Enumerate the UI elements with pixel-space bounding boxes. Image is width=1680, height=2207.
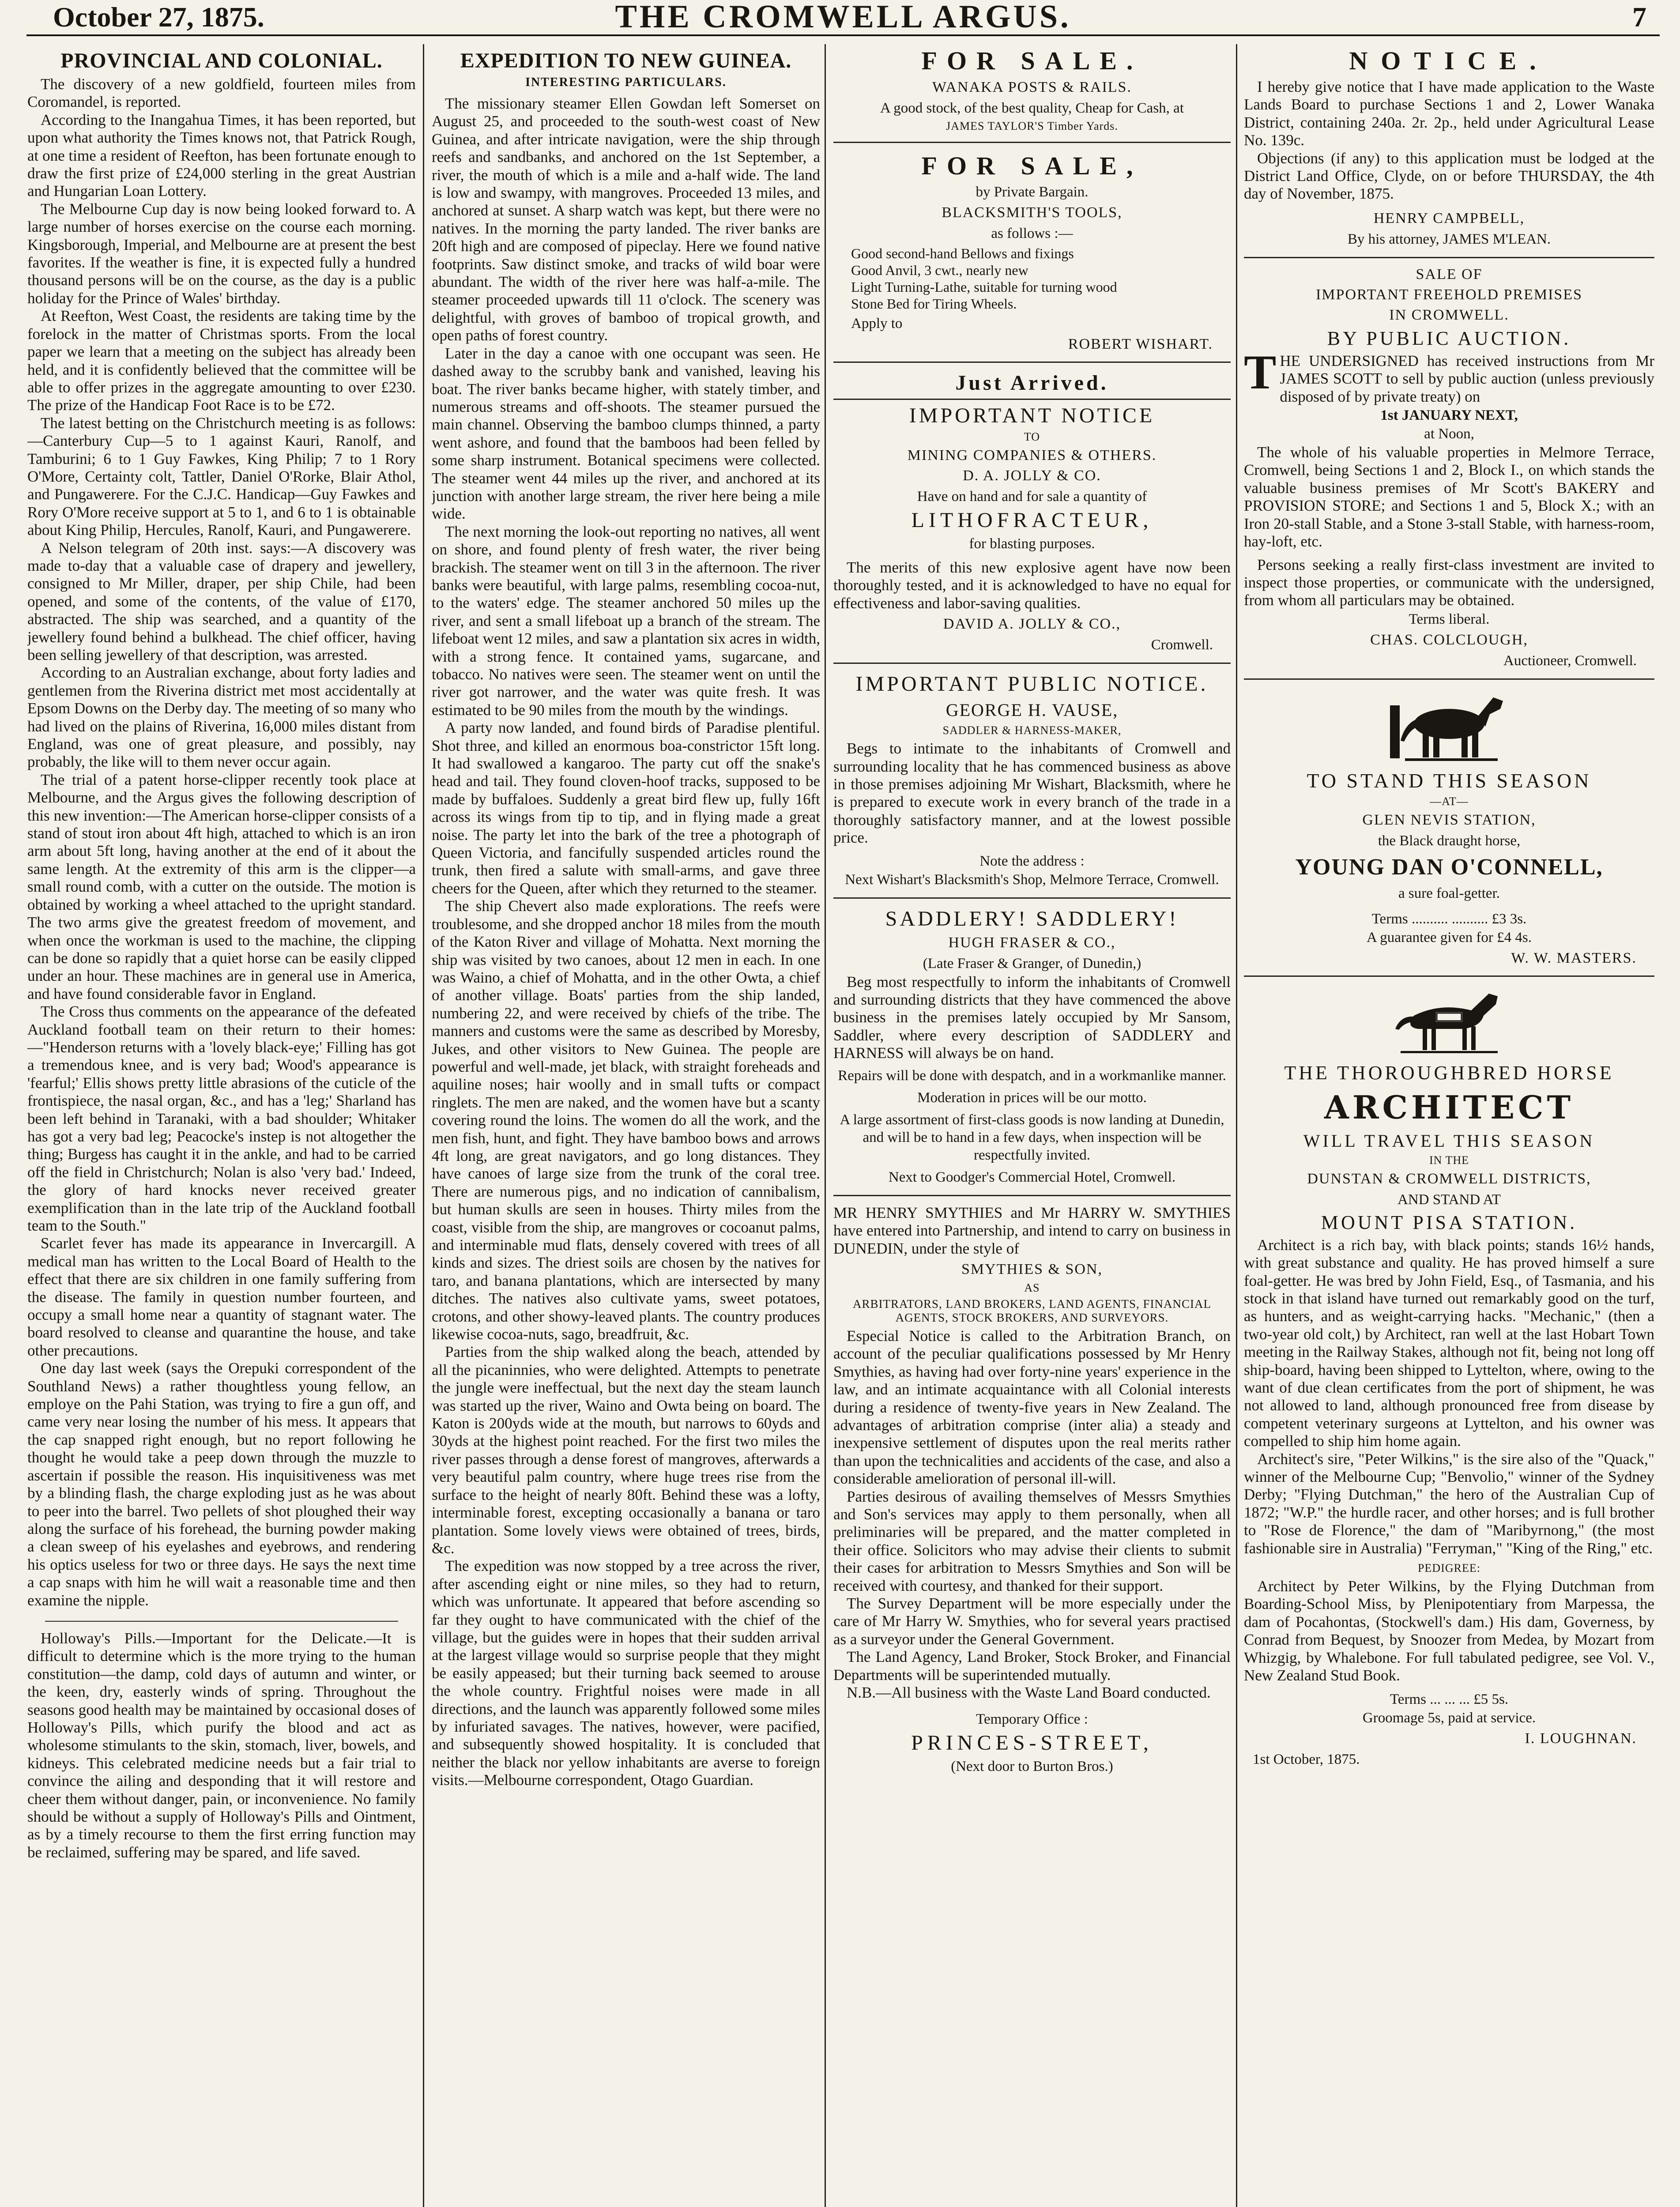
auction-time: at Noon, — [1424, 426, 1474, 442]
advert-line: Moderation in prices will be our motto. — [917, 1089, 1147, 1106]
advert-line: Have on hand and for sale a quantity of — [917, 489, 1147, 505]
article-paragraph: The expedition was now stopped by a tree across the river, after ascending eight or nine miles, so they had to return, which was unfortunate. It appeared that before ascending so far they ought to have communicated with the chief of the village, but the guides were in hopes that their sudden arrival at the largest village would so surprise people that they might be easily appeased; but their turning back seemed to arouse the whole country. Frightful noises were made in all directions, and the launch was apparently followed some miles by infuriated savages. The natives, however, were pacified, and subsequently showed hospitality. It is concluded that neither the black nor yellow inhabitants are averse to foreign visits.—Melbourne correspondent, Otago Guardian. — [432, 1557, 820, 1789]
section-heading: PROVINCIAL AND COLONIAL. — [60, 49, 383, 72]
advert-lithofracteur — [833, 371, 1231, 654]
advert-date: 1st October, 1875. — [1253, 1751, 1360, 1768]
advert-address: Next to Goodger's Commercial Hotel, Cromwell. — [888, 1169, 1176, 1185]
advert-title: TO STAND THIS SEASON — [1307, 769, 1592, 792]
advert-title: IMPORTANT PUBLIC NOTICE. — [855, 672, 1209, 696]
advertiser-name: GEORGE H. VAUSE, — [945, 700, 1119, 720]
divider — [833, 897, 1231, 899]
advert-title: IN CROMWELL. — [1389, 306, 1509, 323]
article-paragraph: The Melbourne Cup day is now being looked forward to. A large number of horses exercise on the course each morning. Kingsborough, Imperial, and Melbourne are at present the best favorites. If the weather is fine, it is expected fully a hundred thousand persons will be on the course, as the day is a public holiday for the Prince of Wales' birthday. — [27, 200, 416, 307]
advert-body: THE UNDERSIGNED has received instructions from Mr JAMES SCOTT to sell by public auction (unless previously disposed of by private treaty) on — [1244, 345, 1654, 405]
tool-list — [833, 245, 1231, 312]
advertiser-name: I. LOUGHNAN. — [1525, 1730, 1637, 1747]
advert-land-notice — [1244, 46, 1654, 248]
advert-line: AND STAND AT — [1397, 1191, 1501, 1208]
advert-line: Auctioneer, Cromwell. — [1503, 652, 1637, 669]
advert-line: A large assortment of first-class goods is now landing at Dunedin, and will be to hand in a few days, when inspection will be respectfully invited. — [840, 1111, 1224, 1163]
advertiser-name: HENRY CAMPBELL, — [1373, 210, 1525, 226]
advert-line: Apply to — [851, 316, 903, 331]
advert-line: Terms liberal. — [1409, 611, 1490, 627]
advert-young-dan — [1244, 688, 1654, 967]
advertiser-name: SMYTHIES & SON, — [961, 1261, 1103, 1277]
article-paragraph: According to the Inangahua Times, it has been reported, but upon what authority the Times knows not, that Patrick Rough, at one time a resident of Reefton, has been fortunate enough to draw the first prize of £24,000 sterling in the great Austrian and Hungarian Loan Lottery. — [27, 111, 416, 200]
product-name: LITHOFRACTEUR, — [911, 508, 1153, 532]
advert-line: as follows :— — [991, 226, 1073, 241]
advert-title: FOR SALE. — [921, 46, 1143, 75]
advert-body: Beg most respectfully to inform the inhabitants of Cromwell and surrounding districts that they have commenced the above business in the premises lately occupied by Mr Sansom, Saddler, where every description of SADDLERY and HARNESS will always be on hand. — [833, 973, 1231, 1062]
auction-date: 1st JANUARY NEXT, — [1380, 407, 1518, 424]
advert-line: Repairs will be done with despatch, and in a workmanlike manner. — [838, 1067, 1226, 1084]
article-paragraph: The next morning the look-out reporting no natives, all went on shore, and found plenty of fresh water, the river being brackish. The steamer went on till 3 in the afternoon. The river banks were beautiful, with large palms, resembling cocoa-nut, to the waters' edge. The steamer anchored 50 miles up the river, and sent a small lifeboat up a branch of the stream. The lifeboat went 12 miles, and saw a plantation six acres in width, with a strong fence. It contained yams, sugarcane, and tobacco. No natives were seen. The steamer went on until the river got narrower, and the water was quite fresh. It was estimated to be 90 miles from the mouth by the windings. — [432, 523, 820, 719]
column-expedition — [432, 44, 820, 2207]
advert-line: by Private Bargain. — [976, 184, 1089, 200]
advert-line: —AT— — [1430, 795, 1469, 808]
advert-line: TO — [1024, 430, 1040, 443]
advert-line: SADDLER & HARNESS-MAKER, — [942, 724, 1122, 737]
advert-address: Next Wishart's Blacksmith's Shop, Melmore Terrace, Cromwell. — [845, 871, 1219, 888]
article-body — [27, 75, 416, 1609]
advert-title: SALE OF — [1416, 266, 1483, 282]
advert-line: (Late Fraser & Granger, of Dunedin,) — [923, 955, 1141, 972]
advert-line: By his attorney, JAMES M'LEAN. — [1347, 231, 1551, 247]
advert-intro: MR HENRY SMYTHIES and Mr HARRY W. SMYTHIES have entered into Partnership, and intend to carry on business in DUNEDIN, under the style of — [833, 1204, 1231, 1257]
advert-body: Architect is a rich bay, with black points; stands 16½ hands, with great substance and quality. He has proved himself a sure foal-getter. He was bred by John Field, Esq., of Tasmania, and his stock in that island have turned out remarkably good on the turf, as hunters, and as weight-carrying hacks. "Mechanic," (then a two-year old colt,) by Architect, ran well at the last Hobart Town meeting in the Railway Stakes, although not fit, being not long off ship-board, having been shipped to Lyttelton, where, owing to the want of due clean certificates from the port of shipment, he was not allowed to land, although pronounced free from disease by competent veterinary surgeons at Lyttelton, and his owner was compelled to ship him home again. — [1244, 1236, 1654, 1450]
advert-line: A good stock, of the best quality, Cheap for Cash, at — [880, 100, 1184, 116]
divider — [833, 1195, 1231, 1196]
advert-body: Begs to intimate to the inhabitants of Cromwell and surrounding locality that he has commenced business as above in those premises adjoining Mr Wishart, Blacksmith, where he is prepared to execute work in every branch of the trade in a thoroughly satisfactory manner, and at the lowest possible price. — [833, 740, 1231, 847]
advert-banner: Just Arrived. — [955, 371, 1109, 395]
pedigree-heading: PEDIGREE: — [1418, 1562, 1480, 1575]
advert-body: The merits of this new explosive agent have now been thoroughly tested, and it is acknowledged to have no equal for effectiveness and labor-saving qualities. — [833, 559, 1231, 612]
advert-title: FOR SALE, — [921, 151, 1143, 180]
column-adverts-1 — [833, 44, 1231, 2207]
advert-body: Especial Notice is called to the Arbitration Branch, on account of the peculiar qualifications possessed by Mr Henry Smythies, as having had over forty-nine years' experience in the law, and an intimate acquaintance with all Colonial interests during a residence of twenty-five years in New Zealand. The advantages of arbitration comprise (inter alia) a steady and inexpensive settlement of disputes upon the real merits rather than upon the technicalities and accidents of the case, and also a considerable amelioration of personal ill-will. — [833, 1327, 1231, 1488]
advert-line: a sure foal-getter. — [1398, 885, 1500, 901]
masthead — [26, 0, 1660, 36]
divider — [833, 399, 1231, 400]
advert-line: DUNSTAN & CROMWELL DISTRICTS, — [1307, 1170, 1591, 1187]
stud-terms: Terms ... ... ... £5 5s. — [1390, 1691, 1509, 1708]
column-adverts-2 — [1244, 44, 1654, 2207]
issue-date: October 27, 1875. — [53, 1, 264, 33]
article-paragraph: A party now landed, and found birds of Paradise plentiful. Shot three, and killed an enormous boa-constrictor 15ft long. It had swallowed a kangaroo. The party cut off the snake's head and tail. They found cloven-hoof tracks, supposed to be made by buffaloes. Suddenly a great bird flew up, fully 16ft across its wings from tip to tip, and in flying made a great noise. The party let into the bark of the tree a photograph of Queen Victoria, and fancifully suspended articles round the trunk, then fired a salute with small-arms, and gave three cheers for the Queen, after which they returned to the steamer. — [432, 719, 820, 897]
divider — [833, 663, 1231, 664]
article-paragraph: The latest betting on the Christchurch meeting is as follows:—Canterbury Cup—5 to 1 against Kauri, Ranolf, and Tamburini; 6 to 1 Guy Fawkes, King Philip; 7 to 1 Rory O'More, Certainty colt, Tattler, Daniel O'Rorke, Blair Athol, and Pungawerere. For the C.J.C. Handicap—Guy Fawkes and Rory O'More receive support at 5 to 1, and 6 to 1 is obtainable about King Philip, Hercules, Ranolf, Kauri, and Pungawerere. — [27, 414, 416, 539]
advert-line: A guarantee given for £4 4s. — [1367, 929, 1532, 945]
advert-line: Note the address : — [979, 853, 1085, 869]
advert-body: I hereby give notice that I have made application to the Waste Lands Board to purchase Sections 1 and 2, Lower Wanaka District, containing 240a. 2r. 2p., held under Agricultural Lease No. 139c. — [1244, 78, 1654, 149]
column-rule — [825, 44, 826, 2207]
article-paragraph: The trial of a patent horse-clipper recently took place at Melbourne, and the Argus gives the following description of this new invention:—The American horse-clipper consists of a stand of stout iron about 4ft high, attached to which is an iron arm about 5ft long, having another at the end of it about the same length. At the extremity of this arm is the clipper—a small round comb, with a cutter on the outside. The motion is obtained by working a wheel attached to the upright standard. The two arms give the greatest freedom of movement, and when once the workman is used to the machine, the clipping can be done so rapidly that a quiet horse can be easily clipped under an hour. These machines are in general use in America, and have found considerable favor in England. — [27, 771, 416, 1002]
divider — [1244, 678, 1654, 680]
advert-body: Architect by Peter Wilkins, by the Flying Dutchman from Boarding-School Miss, by Plenipotentiary from Marpessa, the dam of Pocahontas, (Stockwell's dam.) His dam, Governess, by Conrad from Bequest, by Snoozer from Medea, by Mozart from Whizgig, by Whalebone. For full tabulated pedigree, see Vol. V., New Zealand Stud Book. — [1244, 1578, 1654, 1684]
list-item: Stone Bed for Tiring Wheels. — [851, 296, 1017, 312]
article-subheading: INTERESTING PARTICULARS. — [525, 75, 727, 89]
advert-body: Persons seeking a really first-class investment are invited to inspect those properties, or communicate with the undersigned, from whom all particulars may be obtained. — [1244, 556, 1654, 609]
advertiser-name: W. W. MASTERS. — [1511, 949, 1637, 966]
advert-title: IMPORTANT FREEHOLD PREMISES — [1315, 286, 1582, 303]
advert-line: Cromwell. — [1151, 637, 1213, 653]
horse-name: YOUNG DAN O'CONNELL, — [1295, 854, 1603, 880]
article-paragraph: A Nelson telegram of 20th inst. says:—A discovery was made to-day that a valuable case of drapery and jewellery, consigned to Mr Miller, draper, per ship Chile, had been opened, and some of the contents, of the value of £170, abstracted. The ship was searched, and a quantity of the jewellery found behind a bulkhead. The chief officer, having been selling jewellery of that description, was arrested. — [27, 539, 416, 663]
horse-name: ARCHITECT — [1324, 1088, 1575, 1126]
divider — [833, 142, 1231, 143]
divider — [1244, 257, 1654, 258]
divider — [1244, 975, 1654, 977]
article-paragraph: The missionary steamer Ellen Gowdan left Somerset on August 25, and proceeded to the south-west coast of New Guinea, and after intricate navigation, were the ship through reefs and sandbanks, and anchored on the 1st September, a river, the mouth of which is a mile and a-half wide. The land is low and swampy, with mangroves. Proceeded 13 miles, and anchored at sunset. A sharp watch was kept, but there were no natives. In the morning the party landed. The river banks are 20ft high and are composed of pipeclay. Here we found native footprints. Saw distinct smoke, and tracks of wild boar were abundant. The width of the river here was half-a-mile. The steamer proceeded upwards till 11 o'clock. The scenery was delightful, with groves of bamboo of tropical growth, and open paths of forest country. — [432, 95, 820, 344]
advert-title: NOTICE. — [1349, 46, 1549, 75]
holloway-advert: Holloway's Pills.—Important for the Delicate.—It is difficult to determine which is the more trying to the human constitution—the damp, cold days of autumn and winter, or the keen, dry, easterly winds of spring. Throughout the seasons good health may be maintained by occasional doses of Holloway's Pills, which purify the blood and act as wholesome stimulants to the skin, stomach, liver, bowels, and kidneys. This celebrated medicine needs but a fair trial to convince the ailing and desponding that it will restore and cheer them without danger, pain, or inconvenience. No family should be without a supply of Holloway's Pills and Ointment, as by a timely recourse to them the first erring function may be reclaimed, suffering may be spared, and life saved. — [27, 1629, 416, 1861]
advert-architect — [1244, 985, 1654, 1769]
advert-body: Objections (if any) to this application must be lodged at the District Land Office, Clyde, on or before THURSDAY, the 4th day of November, 1875. — [1244, 149, 1654, 203]
advert-line: MINING COMPANIES & OTHERS. — [907, 447, 1157, 463]
advertiser-name: HUGH FRASER & CO., — [948, 934, 1116, 951]
advert-line: Temporary Office : — [976, 1711, 1088, 1728]
advert-smythies — [833, 1204, 1231, 1776]
advert-fraser-saddlery — [833, 907, 1231, 1186]
article-paragraph: The discovery of a new goldfield, fourteen miles from Coromandel, is reported. — [27, 75, 416, 111]
advertiser-name: DAVID A. JOLLY & CO., — [943, 616, 1121, 633]
racehorse-icon — [1387, 985, 1511, 1055]
advert-freehold-auction — [1244, 266, 1654, 670]
article-paragraph: The Cross thus comments on the appearance of the defeated Auckland football team on their return to their homes:—"Henderson returns with a 'lovely black-eye;' Filling has got a tremendous knee, and is very bad; Wood's appearance is 'fearful;' Ellis shows pretty little abrasions of the cuticle of the frontispiece, the nasal organ, &c., and has a 'leg;' Sharland has been left behind in Taranaki, with a bad shoulder; Whitaker has got a very bad leg; Peacocke's instep is not altogether the thing; Burgess has caught it in the ankle, and had to be carried off the field in Christchurch; Nolan is also 'very bad.' Indeed, the glory of hard knocks never received greater exemplification than in the late trip of the Auckland football team to the South." — [27, 1003, 416, 1234]
advert-line: JAMES TAYLOR'S Timber Yards. — [946, 120, 1118, 132]
advert-line: ARBITRATORS, LAND BROKERS, LAND AGENTS, FINANCIAL AGENTS, STOCK BROKERS, AND SURVEYORS. — [852, 1297, 1212, 1324]
station-name: MOUNT PISA STATION. — [1321, 1211, 1578, 1233]
advert-body: N.B.—All business with the Waste Land Board conducted. — [847, 1684, 1211, 1702]
advert-title: WILL TRAVEL THIS SEASON — [1303, 1130, 1595, 1151]
article-heading: EXPEDITION TO NEW GUINEA. — [460, 49, 792, 72]
advert-line: (Next door to Burton Bros.) — [951, 1759, 1113, 1775]
advert-blacksmith-tools — [833, 151, 1231, 353]
advert-line: AS — [1024, 1281, 1040, 1294]
advert-title: BY PUBLIC AUCTION. — [1327, 327, 1571, 349]
column-rule — [1236, 44, 1237, 2207]
column-rule — [423, 44, 424, 2207]
advert-body: Architect's sire, "Peter Wilkins," is the sire also of the "Quack," winner of the Melbourne Cup; "Benvolio," winner of the Sydney Derby; "Flying Dutchman," the hero of the Australian Cup of 1872; "W.P." the hurdle racer, and other horses; and is full brother to "Rose de Florence," the dam of "Maribyrnong," (the most fashionable sire in Australia) "Ferryman," "King of the Ring," etc. — [1244, 1450, 1654, 1557]
advert-title: SADDLERY! SADDLERY! — [885, 907, 1179, 930]
advert-line: BLACKSMITH'S TOOLS, — [942, 204, 1123, 221]
list-item: Good second-hand Bellows and fixings — [851, 245, 1074, 261]
advert-body: Parties desirous of availing themselves of Messrs Smythies and Son's services may apply to them personally, when all preliminaries will be prepared, and the matter completed in their office. Solicitors who may advise their clients to submit their cases for arbitration to Messrs Smythies and Son will be received with courtesy, and thanked for their support. — [833, 1488, 1231, 1594]
advert-line: for blasting purposes. — [969, 536, 1095, 552]
article-paragraph: According to an Australian exchange, about forty ladies and gentlemen from the Riverina district met most accidentally at Epsom Downs on the Derby day. The meeting of so many who had lived on the plains of Riverina, 16,000 miles distant from England, was one of great pleasure, and possibly, nay probably, the like will to them never occur again. — [27, 664, 416, 771]
advert-line: the Black draught horse, — [1378, 832, 1521, 849]
article-paragraph: At Reefton, West Coast, the residents are taking time by the forelock in the matter of Christmas sports. From the local paper we learn that a meeting on the subject has already been held, and it is confidently believed that the committee will be able to offer prizes in the aggregate amounting to over £230. The prize of the Handicap Foot Race is to be £72. — [27, 307, 416, 414]
advert-body: The Land Agency, Land Broker, Stock Broker, and Financial Departments will be superintended mutually. — [833, 1648, 1231, 1683]
advert-title: THE THOROUGHBRED HORSE — [1284, 1062, 1614, 1084]
advert-line: IN THE — [1429, 1153, 1469, 1167]
list-item: Light Turning-Lathe, suitable for turning wood — [851, 279, 1117, 295]
advertiser-name: D. A. JOLLY & CO. — [963, 467, 1101, 484]
advertiser-name: CHAS. COLCLOUGH, — [1370, 631, 1528, 648]
divider — [45, 1621, 398, 1622]
article-paragraph: One day last week (says the Orepuki correspondent of the Southland News) a rather thoughtless young fellow, an employe on the Pahi Station, was trying to fire a gun off, and came very near losing the number of his mess. It appears that the cap snapped right enough, but no report following he thought he would take a peep down through the muzzle to ascertain if possible the reason. His inquisitiveness was met by a blinding flash, the charge exploding just as he was about to peer into the barrel. Two pellets of shot ploughed their way along the surface of his forehead, the burning powder making a clean sweep of his eyelashes and eyebrows, and rendering his optics useless for two or three days. He says the next time a cap snaps with him he will wait a reasonable time and then examine the nipple. — [27, 1360, 416, 1609]
advert-line: WANAKA POSTS & RAILS. — [932, 79, 1132, 95]
advert-title: IMPORTANT NOTICE — [909, 404, 1155, 427]
stud-terms: Terms .......... .......... £3 3s. — [1371, 911, 1527, 927]
article-paragraph: The ship Chevert also made explorations. The reefs were troublesome, and she dropped anchor 18 miles from the mouth of the Katon River and village of Mohatta. Next morning the ship was visited by two canoes, about 12 men in each. In one was Waino, a chief of Mohatta, and in the other Owta, a chief of another village. Boats' parties from the ship landed, numbering 22, and were received by chiefs of the tribe. The manners and customs were the same as described by Moresby, Jukes, and other visitors to New Guinea. The people are powerful and well-made, jet black, with straight foreheads and aquiline noses; hair woolly and in small tufts or compact ringlets. The men are naked, and the women have but a scanty covering round the loins. The women do all the work, and the men fish, hunt, and fight. They have bamboo bows and arrows 4ft long, are great navigators, and go long distances. They have canoes of large size from the trunk of the coral tree. There are numerous pigs, and no indication of cannibalism, but human skulls are seen in houses. Thirty miles from the coast, visible from the ship, are mangroves or cocoanut palms, and interminable mud flats, densely covered with trees of all kinds and sizes. The driest soils are chosen by the natives for taro, and banana plantations, which are intersected by many ditches. The natives also cultivate yams, sweet potatoes, crotons, and other showy-leaved plants. The country produces likewise cocoa-nuts, sago, breadfruit, &c. — [432, 897, 820, 1343]
advert-body: The Survey Department will be more especially under the care of Mr Harry W. Smythies, who for several years practised as a surveyor under the General Government. — [833, 1595, 1231, 1648]
station-name: GLEN NEVIS STATION, — [1362, 811, 1536, 828]
advert-body: The whole of his valuable properties in Melmore Terrace, Cromwell, being Sections 1 and 2, Block I., on which stands the valuable business premises of Mr Scott's BAKERY and PROVISION STORE; and Sections 1 and 5, Block X.; with an Iron 20-stall Stable, and a Stone 3-stall Stable, with harness-room, hay-loft, etc. — [1244, 444, 1654, 550]
newspaper-title: THE CROMWELL ARGUS. — [615, 0, 1071, 35]
divider — [833, 362, 1231, 363]
page-number: 7 — [1632, 1, 1646, 33]
advertiser-name: ROBERT WISHART. — [1068, 336, 1213, 352]
article-paragraph: Later in the day a canoe with one occupant was seen. He dashed away to the scrubby bank and vanished, leaving his boat. The river banks became higher, with stately timber, and numerous streams and off-shoots. The steamer pursued the main channel. Observing the bamboo clumps thinned, a party went ashore, and found that the bamboos had been felled by some sharp instrument. Botanical specimens were collected. The steamer went 44 miles up the river, and anchored at its junction with another large stream, the river here being a mile wide. — [432, 344, 820, 523]
advert-posts-rails — [833, 46, 1231, 133]
draught-horse-icon — [1387, 688, 1511, 763]
advert-address: PRINCES-STREET, — [911, 1731, 1153, 1755]
article-paragraph: Parties from the ship walked along the beach, attended by all the picaninnies, who were delighted. Attempts to penetrate the jungle were ineffectual, but the next day the steam launch was started up the river, Waino and Owta being on board. The Katon is 200yds wide at the mouth, but narrows to 60yds and 30yds at the highest point reached. For the first two miles the river passes through a dense forest of mangroves, afterwards a very beautiful palm country, where huge trees rise from the surface to the height of nearly 80ft. Behind these was a lofty, interminable forest, excepting occasionally a banana or taro plantation. Some lovely views were obtained of trees, birds, &c. — [432, 1343, 820, 1557]
column-provincial — [27, 44, 416, 2207]
list-item: Good Anvil, 3 cwt., nearly new — [851, 262, 1028, 278]
advert-vause-saddler — [833, 672, 1231, 888]
advert-line: Groomage 5s, paid at service. — [1362, 1710, 1536, 1726]
article-paragraph: Scarlet fever has made its appearance in Invercargill. A medical man has written to the Local Board of Health to the effect that there are six children in one family suffering from the disease. The family in question number fourteen, and occupy a small home near a quantity of stagnant water. The board resolved to cleanse and quarantine the house, and take other precautions. — [27, 1235, 416, 1359]
